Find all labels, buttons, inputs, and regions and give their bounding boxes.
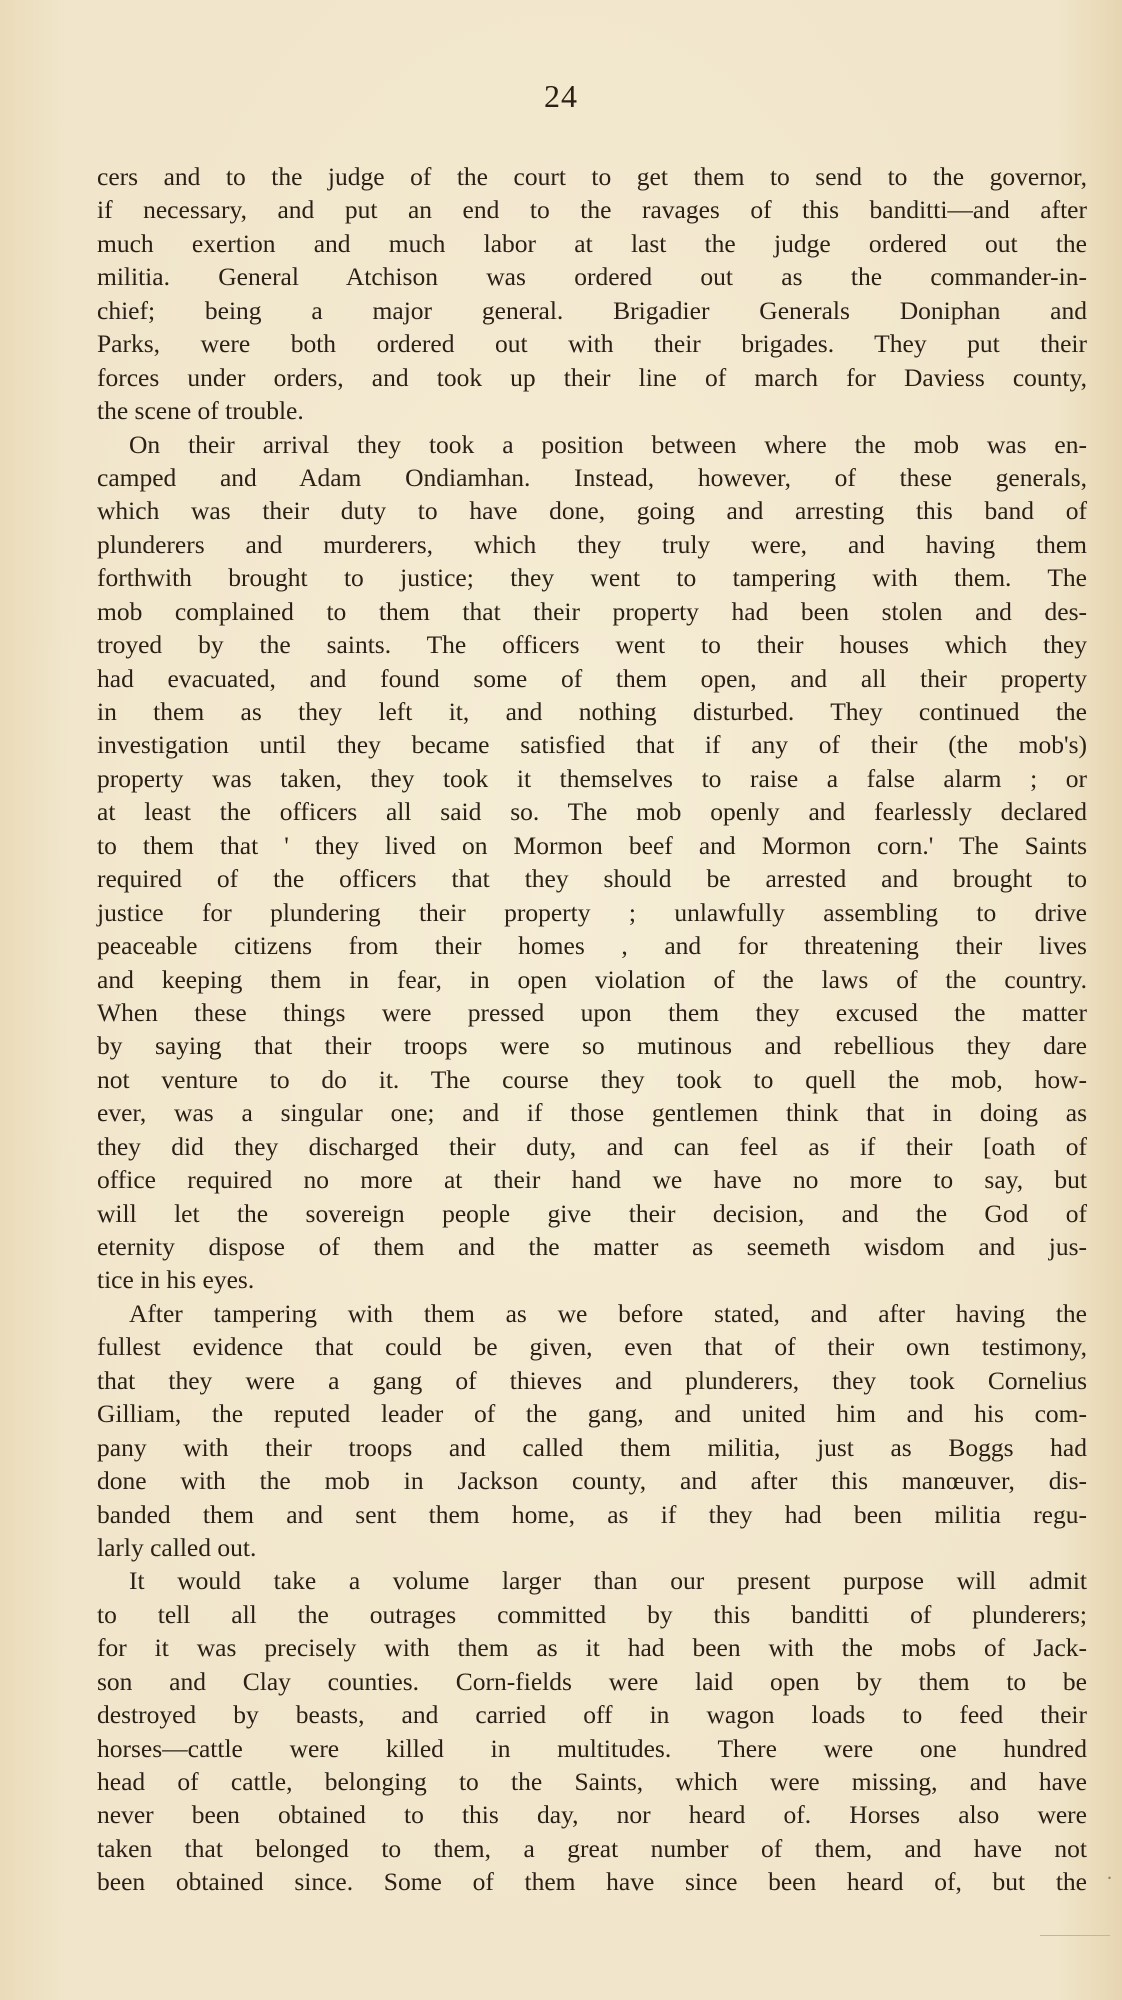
text-line: peaceable citizens from their homes , and for threatening their lives [97, 931, 1087, 961]
text-line: Parks, were both ordered out with their brigades. They put their [97, 329, 1087, 359]
text-line: been obtained since. Some of them have since been heard of, but the [97, 1867, 1087, 1897]
text-line: the scene of trouble. [97, 396, 304, 426]
text-line: office required no more at their hand we have no more to say, but [97, 1165, 1087, 1195]
text-line: camped and Adam Ondiamhan. Instead, however, of these generals, [97, 462, 1087, 492]
text-line: head of cattle, belonging to the Saints, which were missing, and have [97, 1767, 1087, 1796]
text-line: and keeping them in fear, in open violation of the laws of the country. [97, 964, 1087, 994]
bottom-rule [1040, 1935, 1110, 1936]
text-line: militia. General Atchison was ordered out as the commander-in- [97, 262, 1087, 292]
text-line: mob complained to them that their property had been stolen and des- [97, 596, 1087, 626]
text-line: destroyed by beasts, and carried off in wagon loads to feed their [97, 1700, 1087, 1730]
text-line: It would take a volume larger than our present purpose will admit [129, 1566, 1087, 1596]
text-line: done with the mob in Jackson county, and after this manœuver, dis- [97, 1466, 1087, 1496]
text-line: in them as they left it, and nothing disturbed. They continued the [97, 697, 1087, 726]
text-line: horses—cattle were killed in multitudes. There were one hundred [97, 1733, 1087, 1763]
paragraph [97, 160, 1087, 428]
text-line: they did they discharged their duty, and can feel as if their [oath of [97, 1131, 1087, 1161]
paragraph [97, 1297, 1087, 1565]
text-line: chief; being a major general. Brigadier Generals Doniphan and [97, 295, 1087, 325]
text-line: troyed by the saints. The officers went to their houses which they [97, 630, 1087, 660]
text-line: pany with their troops and called them militia, just as Boggs had [97, 1432, 1087, 1462]
text-line: property was taken, they took it themselves to raise a false alarm ; or [97, 763, 1087, 793]
text-line: When these things were pressed upon them they excused the matter [97, 997, 1087, 1027]
margin-mark: . [1107, 1862, 1112, 1884]
text-line: tice in his eyes. [97, 1265, 255, 1295]
text-line: eternity dispose of them and the matter as seemeth wisdom and jus- [97, 1232, 1087, 1261]
text-line: After tampering with them as we before stated, and after having the [129, 1298, 1087, 1328]
paragraph [97, 428, 1087, 1297]
text-line: never been obtained to this day, nor heard of. Horses also were [97, 1800, 1087, 1830]
text-line: which was their duty to have done, going and arresting this band of [97, 496, 1087, 526]
text-line: cers and to the judge of the court to get them to send to the governor, [97, 162, 1087, 191]
text-line: banded them and sent them home, as if they had been militia regu- [97, 1499, 1087, 1529]
body-text [97, 160, 1087, 1899]
text-line: by saying that their troops were so mutinous and rebellious they dare [97, 1031, 1087, 1061]
text-line: had evacuated, and found some of them open, and all their property [97, 663, 1087, 693]
text-line: for it was precisely with them as it had been with the mobs of Jack- [97, 1633, 1087, 1663]
text-line: ever, was a singular one; and if those gentlemen think that in doing as [97, 1098, 1087, 1128]
text-line: fullest evidence that could be given, even that of their own testimony, [97, 1332, 1087, 1362]
text-line: to tell all the outrages committed by this banditti of plunderers; [97, 1599, 1087, 1629]
text-line: forces under orders, and took up their line of march for Daviess county, [97, 362, 1087, 392]
text-line: On their arrival they took a position between where the mob was en- [129, 429, 1087, 459]
text-line: if necessary, and put an end to the ravages of this banditti—and after [97, 195, 1087, 225]
paragraph [97, 1564, 1087, 1898]
text-line: son and Clay counties. Corn-fields were laid open by them to be [97, 1666, 1087, 1696]
text-line: will let the sovereign people give their decision, and the God of [97, 1198, 1087, 1228]
text-line: forthwith brought to justice; they went to tampering with them. The [97, 563, 1087, 593]
text-line: plunderers and murderers, which they truly were, and having them [97, 529, 1087, 559]
text-line: at least the officers all said so. The mob openly and fearlessly declared [97, 797, 1087, 827]
text-line: Gilliam, the reputed leader of the gang, and united him and his com- [97, 1399, 1087, 1429]
text-line: investigation until they became satisfied that if any of their (the mob's) [97, 730, 1087, 760]
text-line: taken that belonged to them, a great number of them, and have not [97, 1833, 1087, 1863]
text-line: to them that ' they lived on Mormon beef and Mormon corn.' The Saints [97, 830, 1087, 860]
text-line: not venture to do it. The course they took to quell the mob, how- [97, 1064, 1087, 1094]
text-line: justice for plundering their property ; unlawfully assembling to drive [97, 897, 1087, 927]
text-line: that they were a gang of thieves and plunderers, they took Cornelius [97, 1365, 1087, 1395]
text-line: larly called out. [97, 1532, 257, 1562]
text-line: much exertion and much labor at last the judge ordered out the [97, 228, 1087, 258]
page-number: 24 [544, 78, 578, 114]
text-line: required of the officers that they should be arrested and brought to [97, 864, 1087, 894]
